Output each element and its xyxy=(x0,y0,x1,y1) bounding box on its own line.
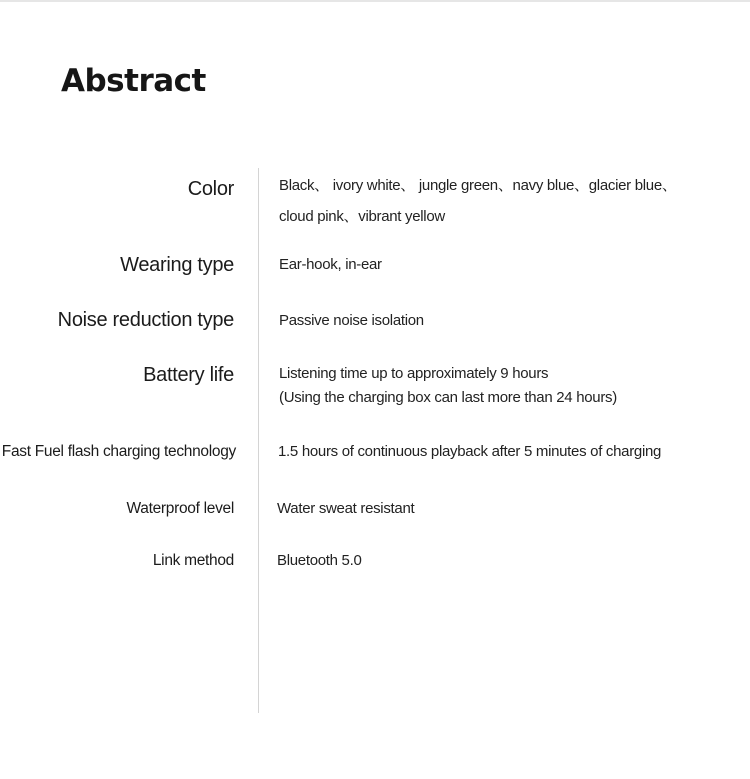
spec-value-battery-life-line-2: (Using the charging box can last more than 24 hours) xyxy=(279,389,617,406)
page-heading: Abstract xyxy=(61,63,206,99)
spec-value-noise-reduction-type-line-1: Passive noise isolation xyxy=(279,312,424,329)
spec-value-battery-life-line-1: Listening time up to approximately 9 hours xyxy=(279,365,549,382)
spec-label-battery-life: Battery life xyxy=(143,364,234,386)
spec-value-wearing-type-line-1: Ear-hook, in-ear xyxy=(279,256,382,273)
spec-value-noise-reduction-type xyxy=(279,305,424,336)
spec-label-fast-fuel-charging: Fast Fuel flash charging technology xyxy=(1,443,236,460)
spec-value-fast-fuel-charging xyxy=(278,436,661,467)
spec-value-color-line-1: Black、 ivory white、 jungle green、navy blue、glacier blue、 xyxy=(279,177,677,194)
spec-value-link-method xyxy=(277,545,362,576)
top-rule xyxy=(0,0,750,2)
spec-value-wearing-type xyxy=(279,249,382,280)
spec-label-waterproof-level: Waterproof level xyxy=(126,500,234,517)
column-divider xyxy=(258,168,259,713)
spec-label-color: Color xyxy=(187,178,234,200)
spec-value-link-method-line-1: Bluetooth 5.0 xyxy=(277,552,362,569)
spec-value-waterproof-level-line-1: Water sweat resistant xyxy=(277,500,415,517)
spec-label-noise-reduction-type: Noise reduction type xyxy=(57,309,234,331)
spec-value-color-line-2: cloud pink、vibrant yellow xyxy=(279,208,445,225)
spec-value-color xyxy=(279,170,677,232)
spec-label-link-method: Link method xyxy=(152,552,234,569)
spec-value-fast-fuel-charging-line-1: 1.5 hours of continuous playback after 5 minutes of charging xyxy=(278,443,662,460)
spec-value-waterproof-level xyxy=(277,493,414,524)
spec-value-battery-life xyxy=(279,362,617,410)
spec-label-wearing-type: Wearing type xyxy=(120,254,234,276)
